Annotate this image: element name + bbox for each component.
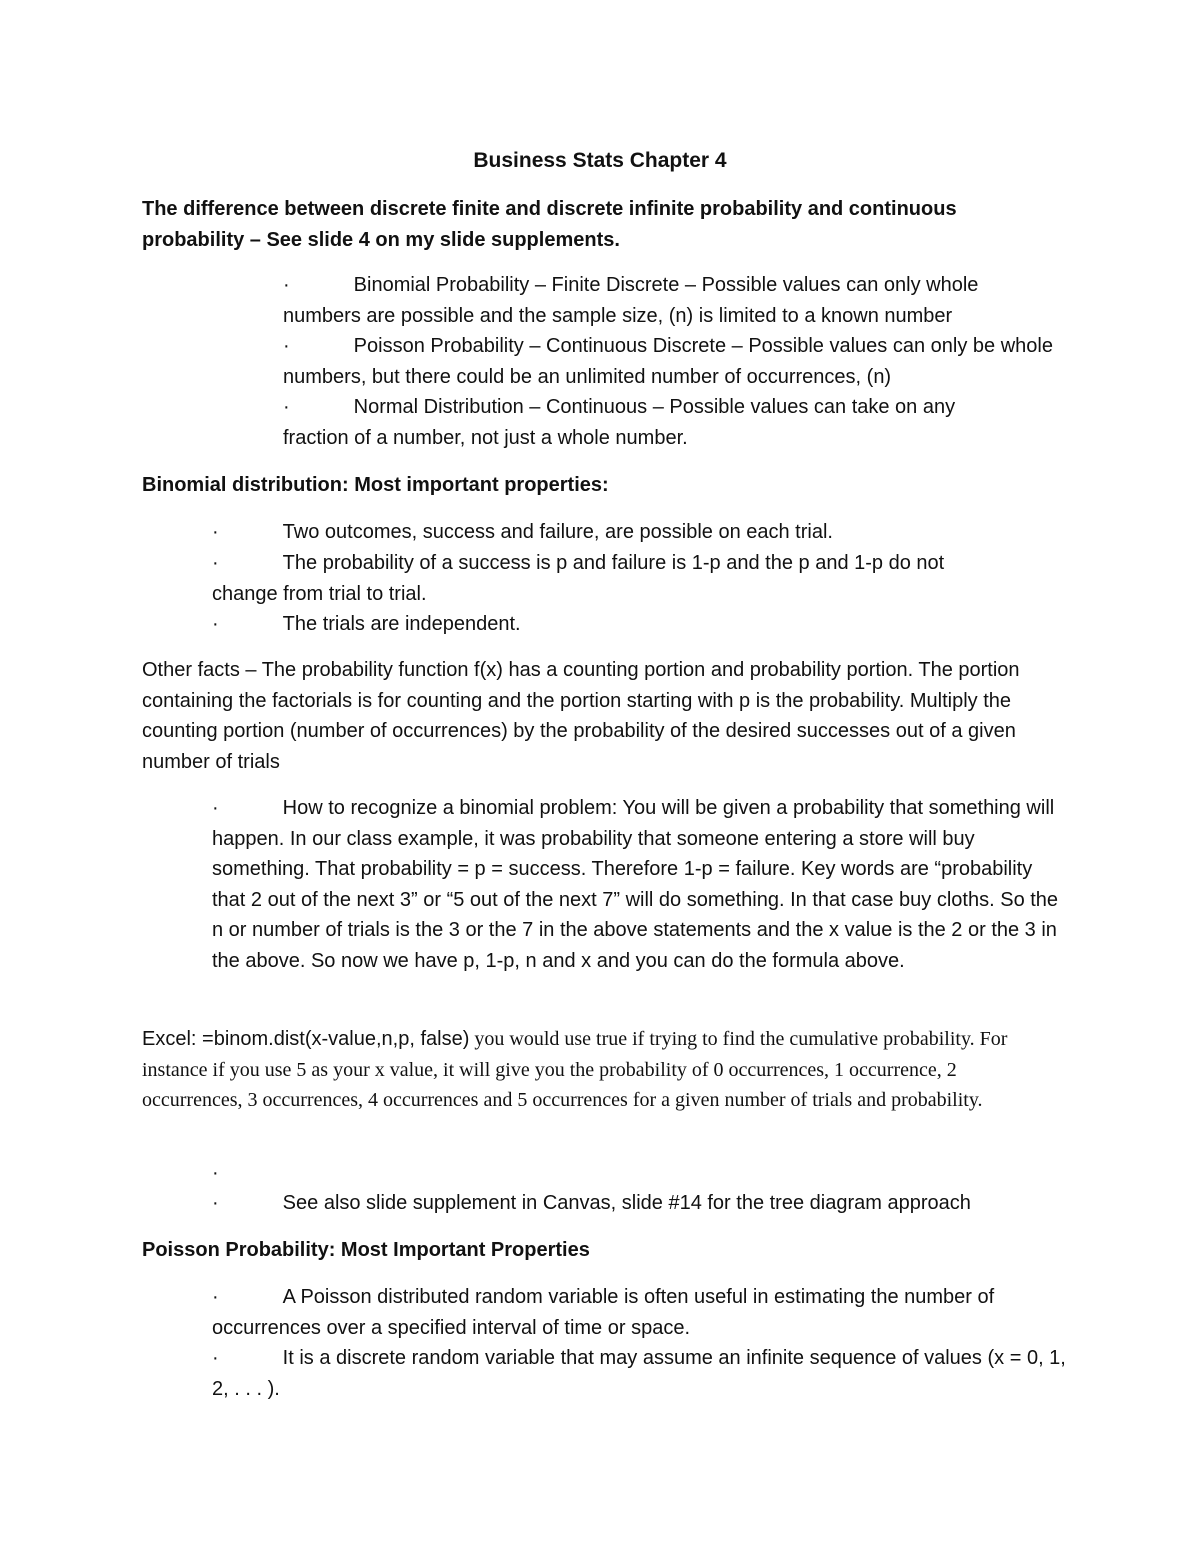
binomial-heading: Binomial distribution: Most important properties: bbox=[142, 474, 609, 496]
bullet-icon: · bbox=[212, 1347, 219, 1369]
intro-paragraph: The difference between discrete finite and discrete infinite probability and continuous probability – See slide 4 on my slide supplements. bbox=[142, 198, 957, 251]
other-facts-paragraph: Other facts – The probability function f(x) has a counting portion and probability portion. The portion containing the factorials is for counting and the portion starting with p is the probability. Multiply the counting portion (number of occurrences) by the probability of the desired successes out of a given number of trials bbox=[142, 659, 1020, 773]
list-item-text: Two outcomes, success and failure, are possible on each trial. bbox=[282, 521, 833, 543]
list-item-text: A Poisson distributed random variable is often useful in estimating the number of occurrences over a specified interval of time or space. bbox=[212, 1286, 995, 1339]
bullet-icon: · bbox=[283, 335, 290, 357]
list-item bbox=[212, 1158, 312, 1189]
bullet-icon: · bbox=[212, 613, 219, 635]
bullet-icon: · bbox=[212, 1162, 219, 1184]
bullet-icon: · bbox=[212, 1192, 219, 1214]
list-item-text: See also slide supplement in Canvas, slide #14 for the tree diagram approach bbox=[282, 1192, 971, 1214]
list-item bbox=[212, 1343, 1072, 1404]
list-item bbox=[283, 331, 1053, 392]
list-item bbox=[283, 392, 1023, 453]
bullet-icon: · bbox=[283, 396, 290, 418]
list-item bbox=[212, 793, 1062, 976]
list-item bbox=[212, 1188, 1062, 1219]
list-item bbox=[212, 609, 1032, 640]
bullet-icon: · bbox=[212, 521, 219, 543]
list-item-text: It is a discrete random variable that may assume an infinite sequence of values (x = 0, 1, 2, . . . ). bbox=[212, 1347, 1066, 1400]
bullet-icon: · bbox=[212, 1286, 219, 1308]
list-item-text: How to recognize a binomial problem: You will be given a probability that something will happen. In our class example, it was probability that someone entering a store will buy something. That probability = p = success. Therefore 1-p = failure. Key words are “probability that 2 out of the next 3” or “5 out of the next 7” will do something. In that case buy cloths. So the n or number of trials is the 3 or the 7 in the above statements and the x value is the 2 or the 3 in the above. So now we have p, 1-p, n and x and you can do the formula above. bbox=[212, 797, 1059, 972]
poisson-heading: Poisson Probability: Most Important Properties bbox=[142, 1239, 590, 1261]
list-item bbox=[283, 270, 1053, 331]
list-item-text: Normal Distribution – Continuous – Possible values can take on any fraction of a number, not just a whole number. bbox=[283, 396, 956, 449]
bullet-icon: · bbox=[212, 797, 219, 819]
page-title: Business Stats Chapter 4 bbox=[473, 149, 727, 172]
bullet-icon: · bbox=[212, 552, 219, 574]
list-item-text: The trials are independent. bbox=[282, 613, 521, 635]
list-item-text: Poisson Probability – Continuous Discrete – Possible values can only be whole numbers, but there could be an unlimited number of occurrences, (n) bbox=[283, 335, 1053, 388]
bullet-icon: · bbox=[283, 274, 290, 296]
list-item bbox=[212, 548, 1012, 609]
excel-formula: Excel: =binom.dist(x-value,n,p, false) bbox=[142, 1028, 470, 1050]
list-item bbox=[212, 1282, 1072, 1343]
list-item-text: Binomial Probability – Finite Discrete – Possible values can only whole numbers are possible and the sample size, (n) is limited to a known number bbox=[283, 274, 979, 327]
excel-paragraph bbox=[142, 1024, 1062, 1116]
list-item bbox=[212, 517, 1032, 548]
list-item-text: The probability of a success is p and failure is 1-p and the p and 1-p do not change from trial to trial. bbox=[212, 552, 945, 605]
excel-description: you would use true if trying to find the cumulative probability. For instance if you use 5 as your x value, it will give you the probability of 0 occurrences, 1 occurrence, 2 occurrences, 3 occurrences, 4 occurrences and 5 occurrences for a given number of trials and probability. bbox=[142, 1028, 1008, 1111]
